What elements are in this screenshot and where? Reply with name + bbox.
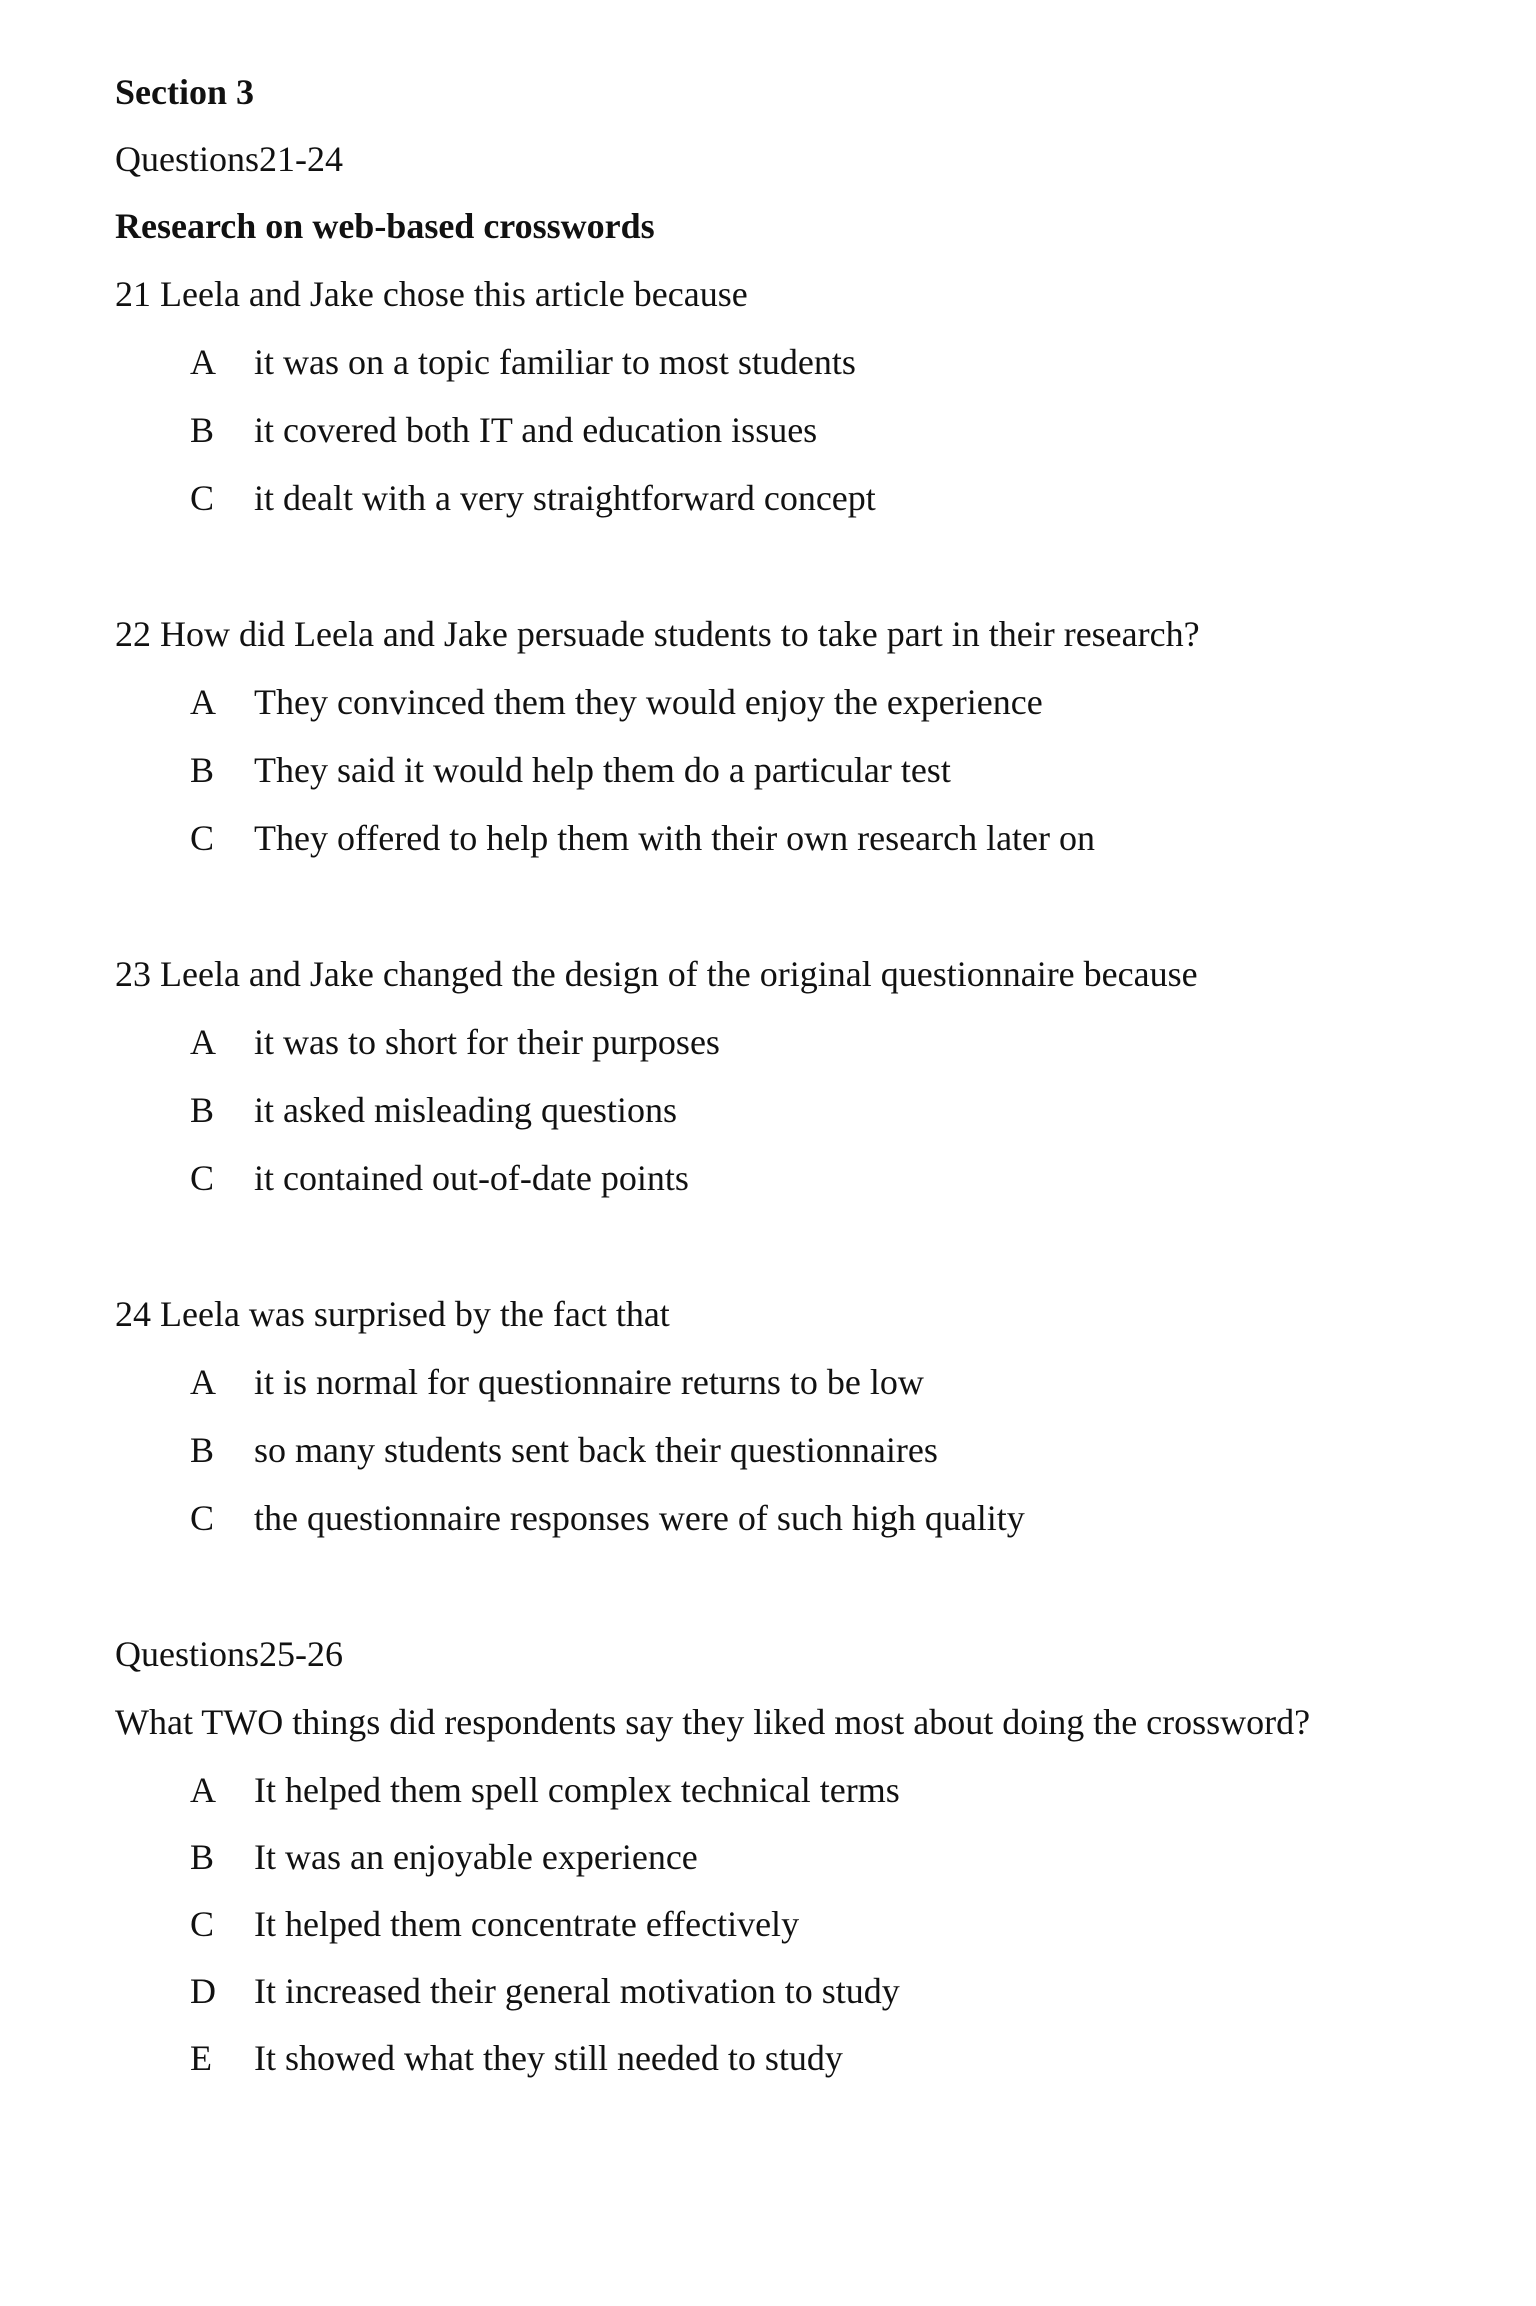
- option-letter: B: [190, 750, 215, 790]
- group2-heading: Questions25-26: [115, 1634, 343, 1674]
- option-text: it asked misleading questions: [254, 1090, 677, 1130]
- option-letter: A: [190, 342, 216, 382]
- option-text: It showed what they still needed to study: [254, 2038, 843, 2078]
- option-letter: B: [190, 410, 215, 450]
- option-letter: C: [190, 818, 215, 858]
- option-text: It helped them concentrate effectively: [254, 1904, 800, 1944]
- option-text: it is normal for questionnaire returns to be low: [254, 1362, 924, 1402]
- option-letter: C: [190, 478, 215, 518]
- option-text: They said it would help them do a particular test: [254, 750, 951, 790]
- option-letter: B: [190, 1837, 215, 1877]
- option-text: it covered both IT and education issues: [254, 410, 818, 450]
- option-text: so many students sent back their questionnaires: [254, 1430, 938, 1470]
- option-text: it contained out-of-date points: [254, 1158, 689, 1198]
- option-letter: C: [190, 1158, 215, 1198]
- option-text: They convinced them they would enjoy the experience: [254, 682, 1043, 722]
- question-22-stem: 22 How did Leela and Jake persuade students to take part in their research?: [115, 614, 1200, 654]
- option-text: It increased their general motivation to study: [254, 1971, 900, 2011]
- option-letter: C: [190, 1498, 215, 1538]
- option-letter: B: [190, 1090, 215, 1130]
- option-letter: B: [190, 1430, 215, 1470]
- option-letter: A: [190, 1362, 216, 1402]
- option-text: it dealt with a very straightforward concept: [254, 478, 876, 518]
- option-text: It helped them spell complex technical terms: [254, 1770, 900, 1810]
- option-letter: C: [190, 1904, 215, 1944]
- group1-heading: Questions21-24: [115, 139, 343, 179]
- group2-prompt: What TWO things did respondents say they liked most about doing the crossword?: [115, 1702, 1311, 1742]
- option-text: it was on a topic familiar to most students: [254, 342, 856, 382]
- group1-subheading: Research on web-based crosswords: [115, 206, 655, 246]
- option-text: They offered to help them with their own research later on: [254, 818, 1096, 858]
- section-title: Section 3: [115, 72, 254, 112]
- option-letter: A: [190, 682, 216, 722]
- option-text: the questionnaire responses were of such high quality: [254, 1498, 1025, 1538]
- option-letter: D: [190, 1971, 216, 2011]
- option-text: It was an enjoyable experience: [254, 1837, 698, 1877]
- question-24-stem: 24 Leela was surprised by the fact that: [115, 1294, 670, 1334]
- question-23-stem: 23 Leela and Jake changed the design of the original questionnaire because: [115, 954, 1198, 994]
- option-letter: A: [190, 1770, 216, 1810]
- option-letter: A: [190, 1022, 216, 1062]
- option-text: it was to short for their purposes: [254, 1022, 720, 1062]
- option-letter: E: [190, 2038, 212, 2078]
- question-21-stem: 21 Leela and Jake chose this article because: [115, 274, 748, 314]
